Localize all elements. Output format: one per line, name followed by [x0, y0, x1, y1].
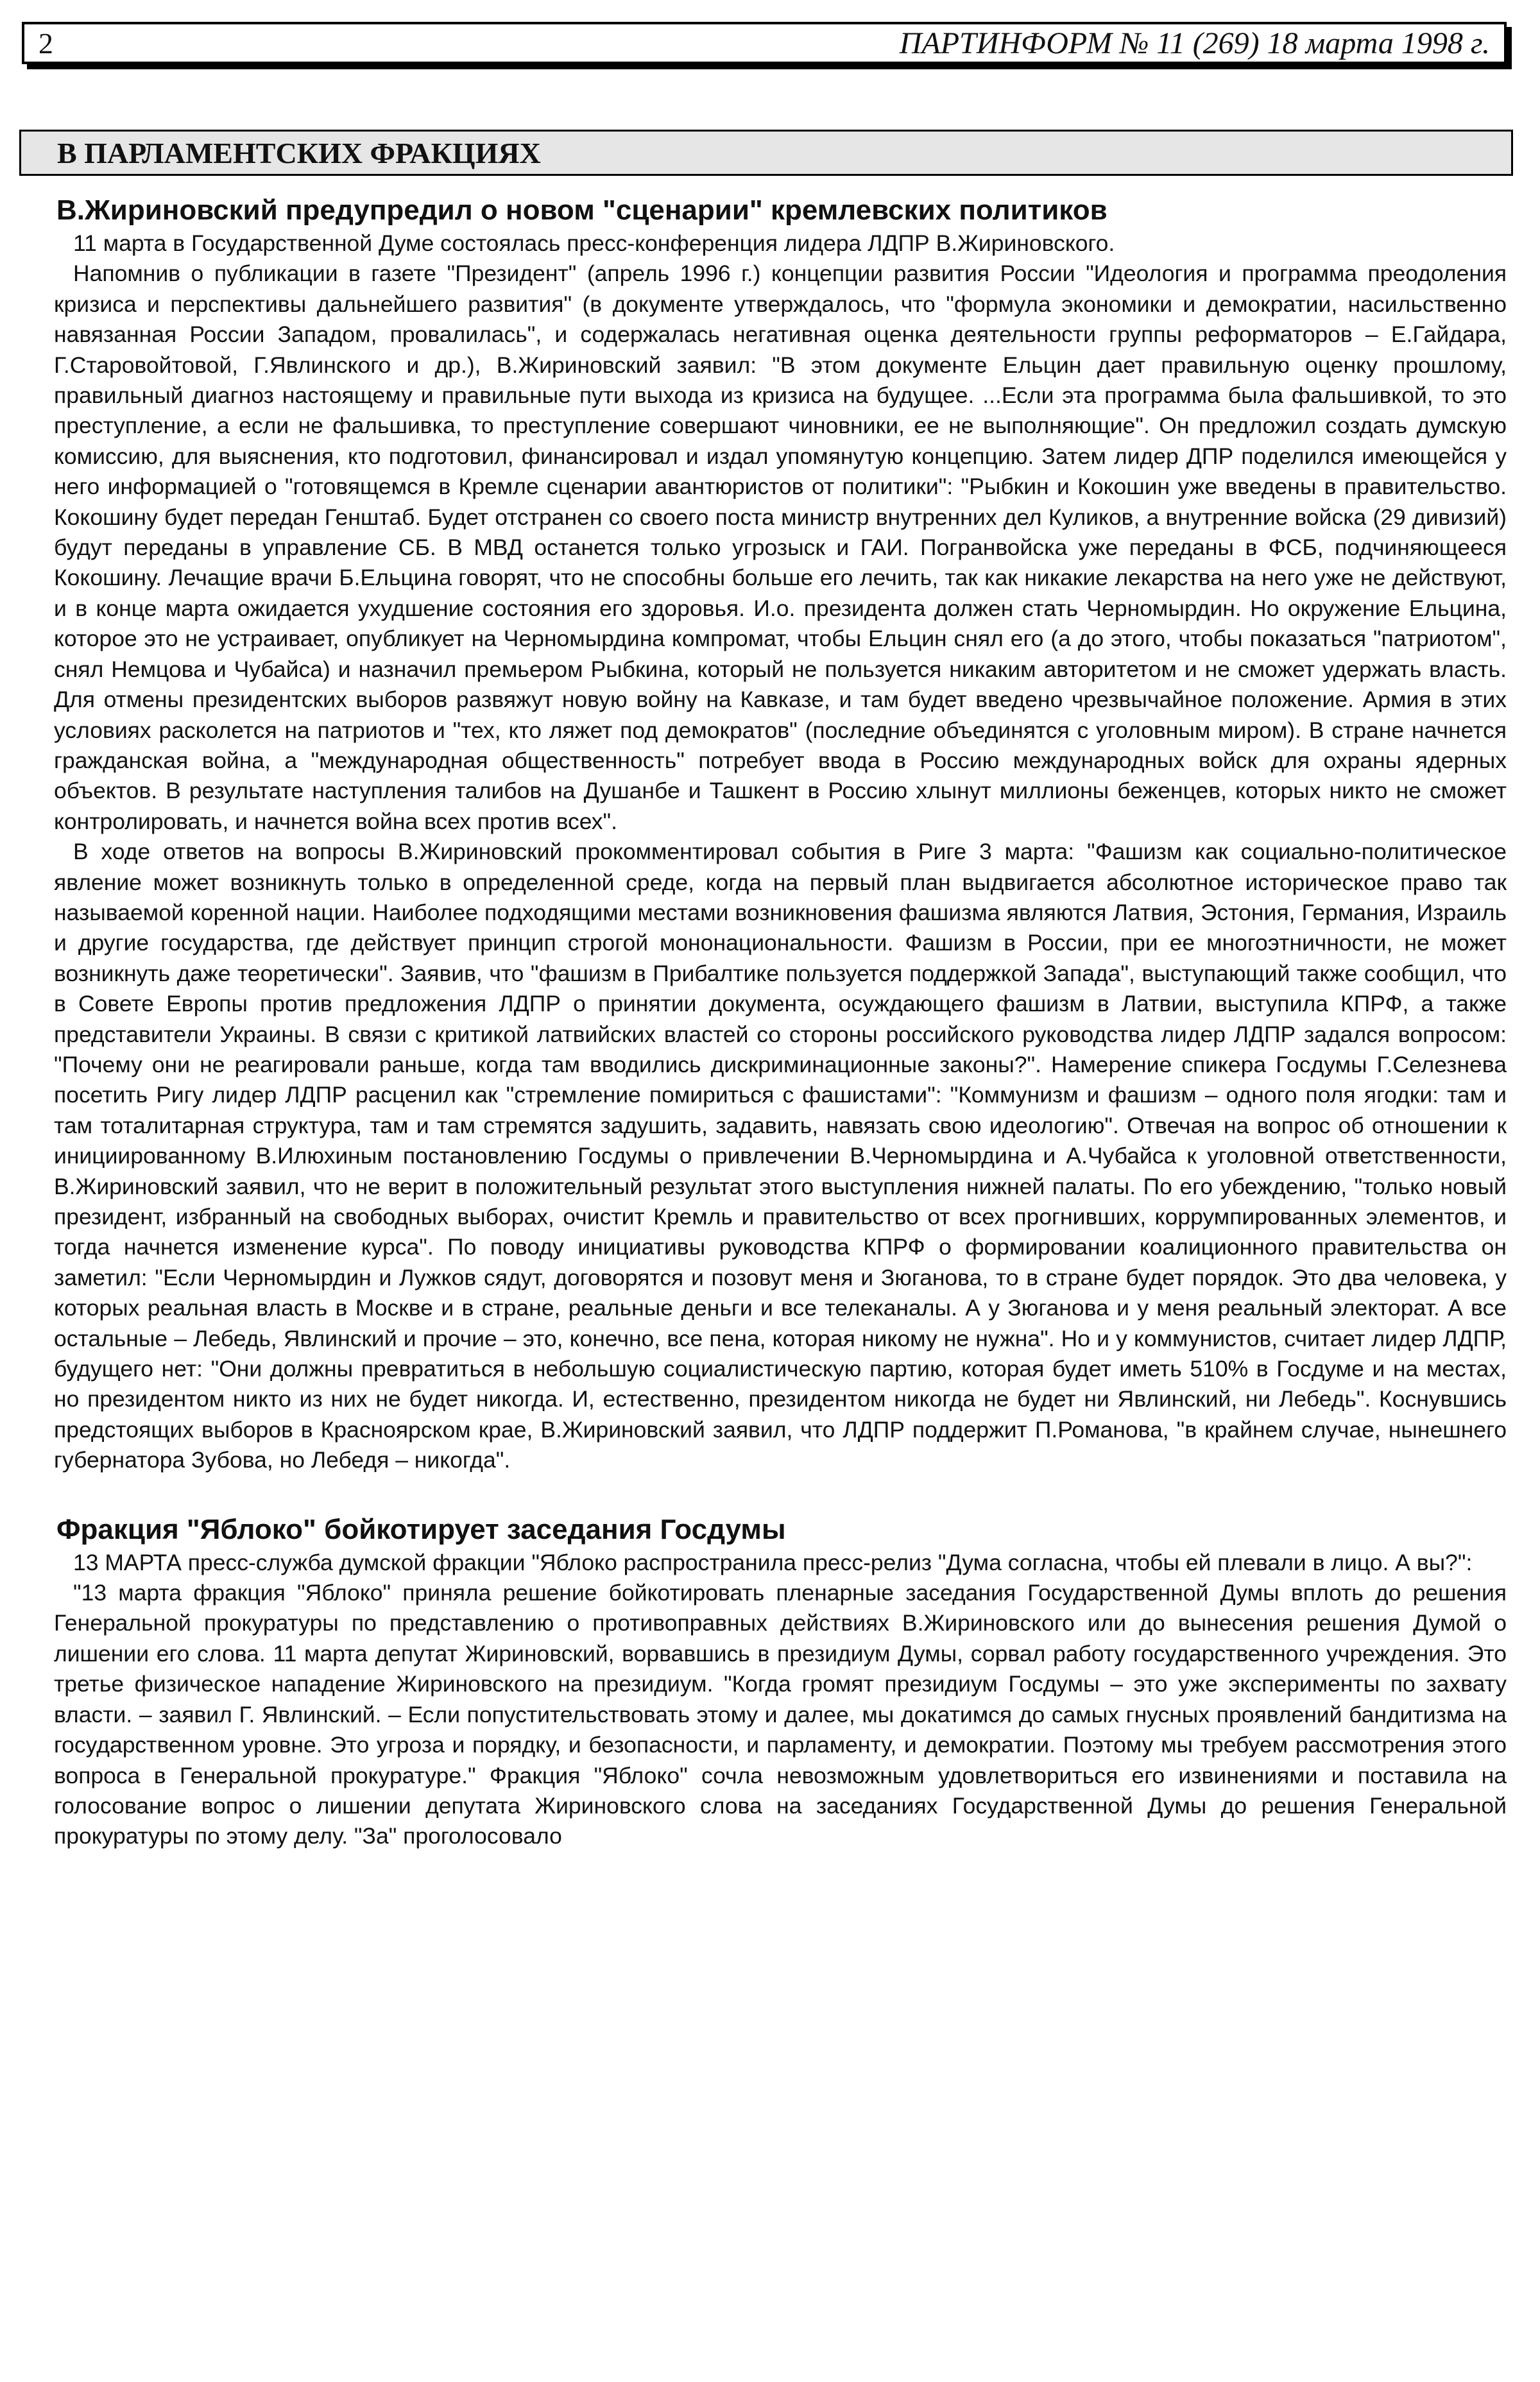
section-heading — [19, 130, 1513, 176]
issue-info: ПАРТИНФОРМ № 11 (269) 18 марта 1998 г. — [899, 26, 1490, 60]
article-paragraph: 11 марта в Государственной Думе состоялась пресс-конференция лидера ЛДПР В.Жириновского. — [73, 230, 1115, 256]
section-title: В ПАРЛАМЕНТСКИХ ФРАКЦИЯХ — [57, 136, 541, 169]
articles-column — [54, 193, 1507, 1852]
article-paragraph: 13 МАРТА пресс-служба думской фракции "Яблоко распространила пресс-релиз "Дума согласна, чтобы ей плевали в лицо. А вы?": — [73, 1549, 1473, 1575]
page-header — [22, 22, 1507, 64]
article-paragraph: Напомнив о публикации в газете "Президент" (апрель 1996 г.) концепции развития России "Идеология и программа преодоления кризиса и перспективы дальнейшего развития" (в документе утверждалось, что "формула экономики и демократии, насильственно навязанная России Западом, провалилась", и содержалась негативная оценка деятельности группы реформаторов – Е.Гайдара, Г.Старовойтовой, Г.Явлинского и др.), В.Жириновский заявил: "В этом документе Ельцин дает правильную оценку прошлому, правильный диагноз настоящему и правильные пути выхода из кризиса на будущее. ...Если эта программа была фальшивкой, то это преступление, а если не фальшивка, то преступление совершают чиновники, ее не выполняющие". Он предложил создать думскую комиссию, для выяснения, кто подготовил, финансировал и издал упомянутую концепцию. Затем лидер ДПР поделился имеющейся у него информацией о "готовящемся в Кремле сценарии авантюристов от политики": "Рыбкин и Кокошин уже введены в правительство. Кокошину будет передан Генштаб. Будет отстранен со своего поста министр внутренних дел Куликов, а внутренние войска (29 дивизий) будут переданы в управление СБ. В МВД останется только угрозыск и ГАИ. Погранвойска уже переданы в ФСБ, подчиняющееся Кокошину. Лечащие врачи Б.Ельцина говорят, что не способны больше его лечить, так как никакие лекарства на него уже не действуют, и в конце марта ожидается ухудшение состояния его здоровья. И.о. президента должен стать Черномырдин. Но окружение Ельцина, которое это не устраивает, опубликует на Черномырдина компромат, чтобы Ельцин снял его (а до этого, чтобы показаться "патриотом", снял Немцова и Чубайса) и назначил премьером Рыбкина, который не пользуется никаким авторитетом и не сможет удержать власть. Для отмены президентских выборов развяжут новую войну на Кавказе, и там будет введено чрезвычайное положение. Армия в этих условиях расколется на патриотов и "тех, кто ляжет под демократов" (последние объединятся с уголовным миром). В стране начнется гражданская война, а "международная общественность" потребует ввода в Россию международных войск для охраны ядерных объектов. В результате наступления талибов на Душанбе и Ташкент в Россию хлынут миллионы беженцев, которых никто не сможет контролировать, и начнется война всех против всех". — [54, 261, 1507, 834]
article-paragraph: "13 марта фракция "Яблоко" приняла решение бойкотировать пленарные заседания Государственной Думы вплоть до решения Генеральной прокуратуры по представлению о противоправных действиях В.Жириновского или до вынесения решения Думой о лишении его слова. 11 марта депутат Жириновский, ворвавшись в президиум Думы, сорвал работу государственного учреждения. Это третье физическое нападение Жириновского на президиум. "Когда громят президиум Госдумы – это уже эксперименты по захвату власти. – заявил Г. Явлинский. – Если попустительствовать этому и далее, мы докатимся до самых гнусных проявлений бандитизма на государственном уровне. Это угроза и порядку, и безопасности, и парламенту, и демократии. Поэтому мы требуем рассмотрения этого вопроса в Генеральной прокуратуре." Фракция "Яблоко" сочла невозможным удовлетвориться его извинениями и поставила на голосование вопрос о лишении депутата Жириновского слова на заседаниях Государственной Думы до решения Генеральной прокуратуры по этому делу. "За" проголосовало — [54, 1580, 1507, 1849]
article-title: Фракция "Яблоко" бойкотирует заседания Госдумы — [56, 1513, 786, 1545]
article — [54, 1512, 1507, 1852]
article-paragraph: В ходе ответов на вопросы В.Жириновский прокомментировал события в Риге 3 марта: "Фашизм как социально-политическое явление может возникнуть только в определенной среде, когда на первый план выдвигается абсолютное историческое право так называемой коренной нации. Наиболее подходящими местами возникновения фашизма являются Латвия, Эстония, Германия, Израиль и другие государства, где действует принцип строгой мононациональности. Фашизм в России, при ее многоэтничности, не может возникнуть даже теоретически". Заявив, что "фашизм в Прибалтике пользуется поддержкой Запада", выступающий также сообщил, что в Совете Европы против предложения ЛДПР о принятии документа, осуждающего фашизм в Латвии, выступила КПРФ, а также представители Украины. В связи с критикой латвийских властей со стороны российского руководства лидер ЛДПР задался вопросом: "Почему они не реагировали раньше, когда там вводились дискриминационные законы?". Намерение спикера Госдумы Г.Селезнева посетить Ригу лидер ЛДПР расценил как "стремление помириться с фашистами": "Коммунизм и фашизм – одного поля ягодки: там и там тоталитарная структура, там и там стремятся задушить, задавить, навязать свою идеологию". Отвечая на вопрос об отношении к инициированному В.Илюхиным постановлению Госдумы о привлечении В.Черномырдина и А.Чубайса к уголовной ответственности, В.Жириновский заявил, что не верит в положительный результат этого выступления нижней палаты. По его убеждению, "только новый президент, избранный на свободных выборах, очистит Кремль и правительство от всех прогнивших, коррумпированных элементов, и тогда начнется изменение курса". По поводу инициативы руководства КПРФ о формировании коалиционного правительства он заметил: "Если Черномырдин и Лужков сядут, договорятся и позовут меня и Зюганова, то в стране будет порядок. Это два человека, у которых реальная власть в Москве и в стране, реальные деньги и все телеканалы. А у Зюганова и у меня реальный электорат. А все остальные – Лебедь, Явлинский и прочие – это, конечно, все пена, которая никому не нужна". Но и у коммунистов, считает лидер ЛДПР, будущего нет: "Они должны превратиться в небольшую социалистическую партию, которая будет иметь 510% в Госдуме и на местах, но президентом никто из них не будет никогда. И, естественно, президентом никогда не будет ни Явлинский, ни Лебедь". Коснувшись предстоящих выборов в Красноярском крае, В.Жириновский заявил, что ЛДПР поддержит П.Романова, "в крайнем случае, нынешнего губернатора Зубова, но Лебедя – никогда". — [54, 839, 1507, 1473]
article-title: В.Жириновский предупредил о новом "сценарии" кремлевских политиков — [56, 194, 1108, 226]
article — [54, 193, 1507, 1476]
page-number: 2 — [38, 26, 53, 60]
